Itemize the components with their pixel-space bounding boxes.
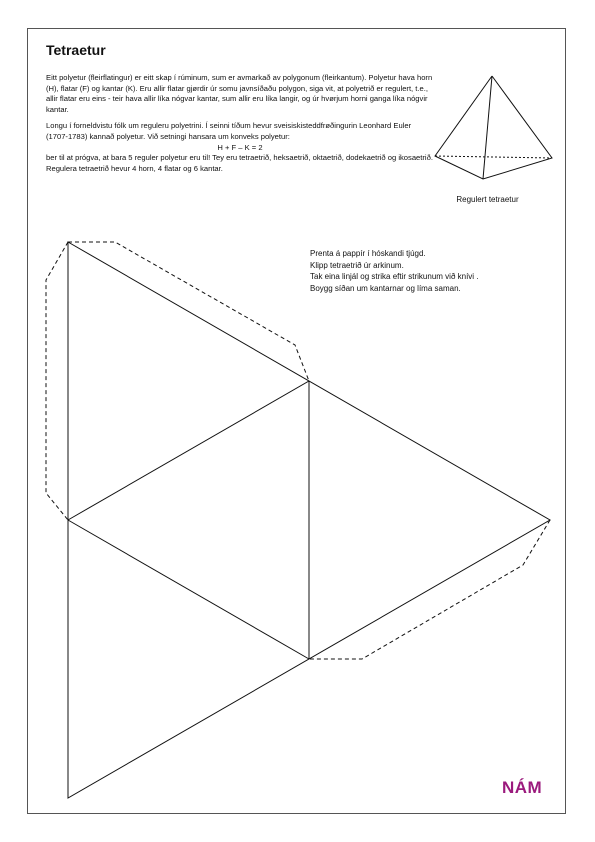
glue-tab-left (46, 242, 68, 520)
intro-paragraph-2-a: Longu í forneldvistu fólk um reguleru polyetrini. Í seinni tíðum hevur sveisiskisteddfrøðingurin Leonhard Euler (1707-1783) kannað polyetur. Við setningi hansara um konveks polyetur: (46, 121, 412, 141)
nam-logo: NÁM (502, 778, 543, 797)
euler-formula: H + F – K = 2 (217, 142, 263, 152)
instruction-line: Tak eina linjál og strika eftir strikunum við knívi . (310, 272, 479, 281)
tetrahedron-caption: Regulert tetraetur (456, 195, 519, 204)
page-title: Tetraetur (46, 42, 106, 58)
instruction-line: Boygg síðan um kantarnar og líma saman. (310, 283, 461, 293)
fold-line (68, 520, 309, 659)
instruction-line: Klipp tetraetrið úr arkinum. (310, 260, 404, 270)
intro-paragraph-1: Eitt polyetur (fleirflatingur) er eitt skap í rúminum, sum er avmarkað av polygonum (fleirkantum). Polyetur hava horn (H), flatar (F) og kantar (K). Eru allir flatar gjørdir úr somu javnsíðaðu polygon, siga vit, at polyetrið er regulert, t.e., allir flatar eru eins - teir hava allir líka nógvar kantar, sum allir eru líka langir, og úr hvørjum horni ganga líka nógvir kantar. (46, 73, 433, 114)
instruction-line: Prenta á pappír í hóskandi tjúgd. (310, 249, 426, 258)
intro-paragraph-2-b: ber til at prógva, at bara 5 reguler polyetur eru til! Tey eru tetraetrið, heksaetrið, oktaetrið, dodekaetrið og ikosaetrið. Regulera tetraetrið hevur 4 horn, 4 flatar og 6 kantar. (46, 153, 433, 173)
fold-line (68, 381, 309, 520)
